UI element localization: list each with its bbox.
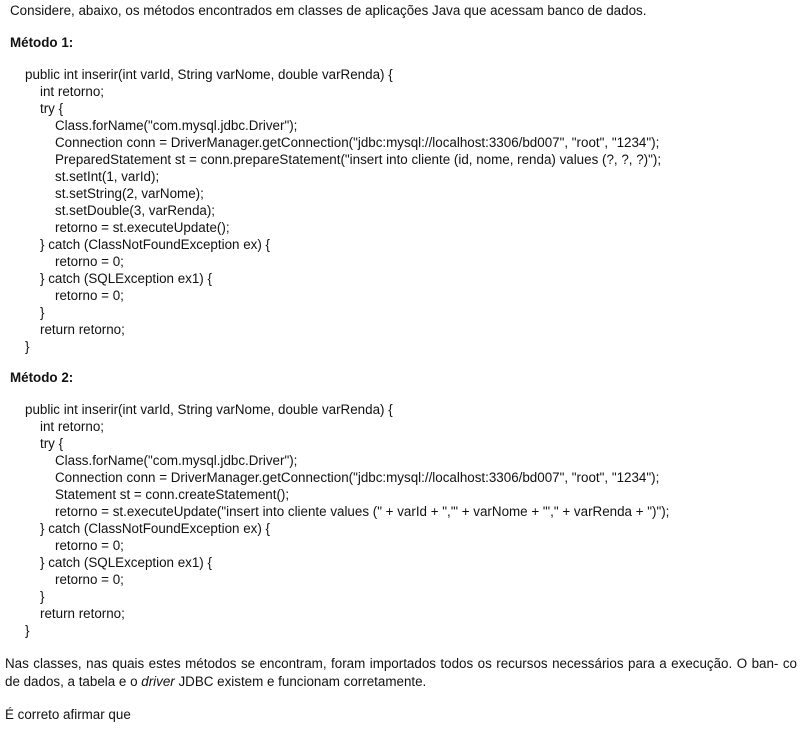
code-line: int retorno;	[40, 419, 105, 434]
code-line: st.setInt(1, varId);	[55, 169, 160, 184]
code-line: return retorno;	[40, 606, 125, 621]
code-line: public int inserir(int varId, String varNome, double varRenda) {	[25, 402, 393, 417]
code-line: retorno = 0;	[55, 254, 124, 269]
outro-text-part-1: Nas classes, nas quais estes métodos se encontram, foram importados todos os recursos necessários para a execução. O ban- co de dados, a tabela e o	[5, 656, 797, 689]
code-line: st.setString(2, varNome);	[55, 186, 204, 201]
outro-text-part-2: JDBC existem e funcionam corretamente.	[174, 674, 427, 689]
code-line: retorno = 0;	[55, 288, 124, 303]
code-line: retorno = st.executeUpdate();	[55, 220, 230, 235]
outro-driver-emphasis: driver	[141, 674, 175, 689]
code-line: try {	[40, 436, 64, 451]
code-line: public int inserir(int varId, String varNome, double varRenda) {	[25, 67, 393, 82]
code-line: Class.forName("com.mysql.jdbc.Driver");	[55, 453, 298, 468]
code-line: Class.forName("com.mysql.jdbc.Driver");	[55, 118, 298, 133]
code-line: return retorno;	[40, 322, 125, 337]
intro-text: Considere, abaixo, os métodos encontrados em classes de aplicações Java que acessam banco de dados.	[10, 3, 647, 18]
method-2-code	[25, 401, 795, 639]
code-line: } catch (ClassNotFoundException ex) {	[40, 237, 270, 252]
code-line: }	[40, 589, 45, 604]
code-line: }	[40, 305, 45, 320]
code-line: try {	[40, 101, 64, 116]
code-line: } catch (SQLException ex1) {	[40, 271, 212, 286]
code-line: st.setDouble(3, varRenda);	[55, 203, 216, 218]
code-line: Connection conn = DriverManager.getConnection("jdbc:mysql://localhost:3306/bd007", "root", "1234");	[55, 135, 660, 150]
code-line: retorno = 0;	[55, 572, 124, 587]
code-line: } catch (ClassNotFoundException ex) {	[40, 521, 270, 536]
code-line: }	[25, 339, 30, 354]
method-2-heading: Método 2:	[10, 370, 74, 385]
method-1-code	[25, 66, 795, 355]
code-line: retorno = st.executeUpdate("insert into cliente values (" + varId + ",'" + varNome + "'," + varRenda + ")");	[55, 504, 670, 519]
code-line: }	[25, 623, 30, 638]
question-prompt: É correto afirmar que	[5, 707, 131, 722]
code-line: PreparedStatement st = conn.prepareStatement("insert into cliente (id, nome, renda) values (?, ?, ?)");	[55, 152, 662, 167]
code-line: int retorno;	[40, 84, 105, 99]
method-1-heading: Método 1:	[10, 35, 74, 50]
code-line: retorno = 0;	[55, 538, 124, 553]
code-line: } catch (SQLException ex1) {	[40, 555, 212, 570]
code-line: Statement st = conn.createStatement();	[55, 487, 290, 502]
outro-text	[5, 655, 797, 691]
code-line: Connection conn = DriverManager.getConnection("jdbc:mysql://localhost:3306/bd007", "root", "1234");	[55, 470, 660, 485]
